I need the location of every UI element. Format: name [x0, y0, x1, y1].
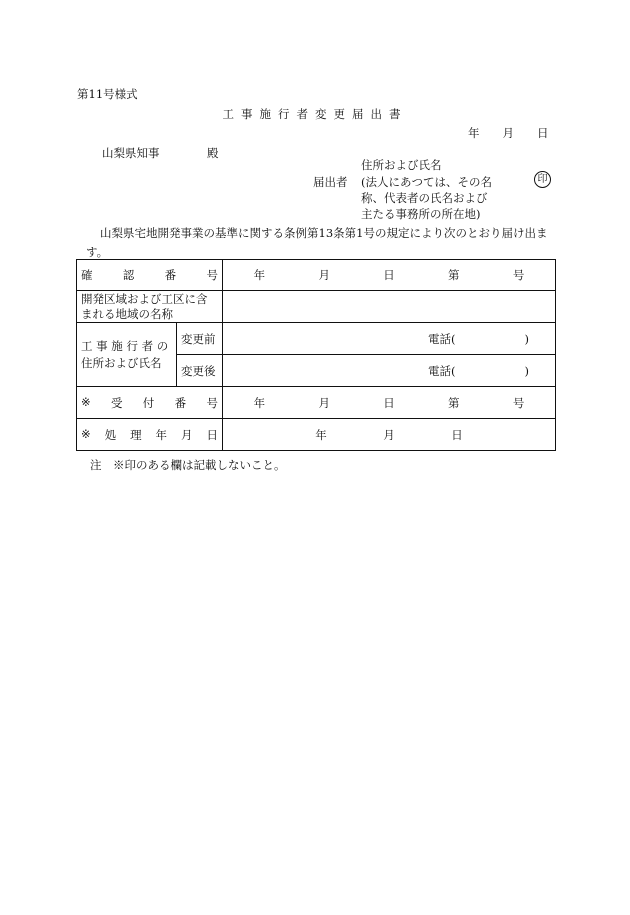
addressee: 山梨県知事 [102, 146, 160, 160]
processing-value: 年 月 日 [223, 419, 556, 451]
after-label: 変更後 [177, 355, 223, 387]
honorific: 殿 [207, 146, 219, 160]
area-value[interactable] [223, 291, 556, 323]
area-label: 開発区域および工区に含 まれる地域の名称 [77, 291, 223, 323]
contractor-before-row [77, 323, 556, 355]
body-text: 山梨県宅地開発事業の基準に関する条例第13条第1号の規定により次のとおり届け出ます。 [86, 226, 548, 259]
footnote: 注 ※印のある欄は記載しないこと。 [90, 458, 286, 472]
receipt-value: 年 月 日 第 号 [223, 387, 556, 419]
date-line: 年 月 日 [468, 126, 549, 140]
contractor-label: 工 事 施 行 者 の 住所および氏名 [77, 323, 177, 387]
document-title: 工事施行者変更届出書 [222, 107, 408, 121]
area-row [77, 291, 556, 323]
confirmation-label: 確 認 番 号 [77, 260, 223, 291]
seal-mark: 印 [534, 171, 551, 188]
form-number: 第11号様式 [77, 87, 138, 101]
after-phone[interactable]: 電話( ) [223, 355, 556, 387]
confirmation-value[interactable]: 年 月 日 第 号 [223, 260, 556, 291]
before-phone[interactable]: 電話( ) [223, 323, 556, 355]
applicant-label: 届出者 [313, 175, 348, 189]
applicant-line-3: 称、代表者の氏名および [361, 191, 488, 205]
applicant-line-1: 住所および氏名 [361, 158, 442, 172]
before-label: 変更前 [177, 323, 223, 355]
confirmation-row [77, 260, 556, 291]
applicant-line-2: (法人にあつては、その名 [361, 175, 492, 189]
form-table [76, 259, 556, 451]
receipt-row [77, 387, 556, 419]
applicant-line-4: 主たる事務所の所在地) [361, 207, 481, 221]
processing-row [77, 419, 556, 451]
receipt-label: ※ 受 付 番 号 [77, 387, 223, 419]
processing-label: ※ 処 理 年 月 日 [77, 419, 223, 451]
